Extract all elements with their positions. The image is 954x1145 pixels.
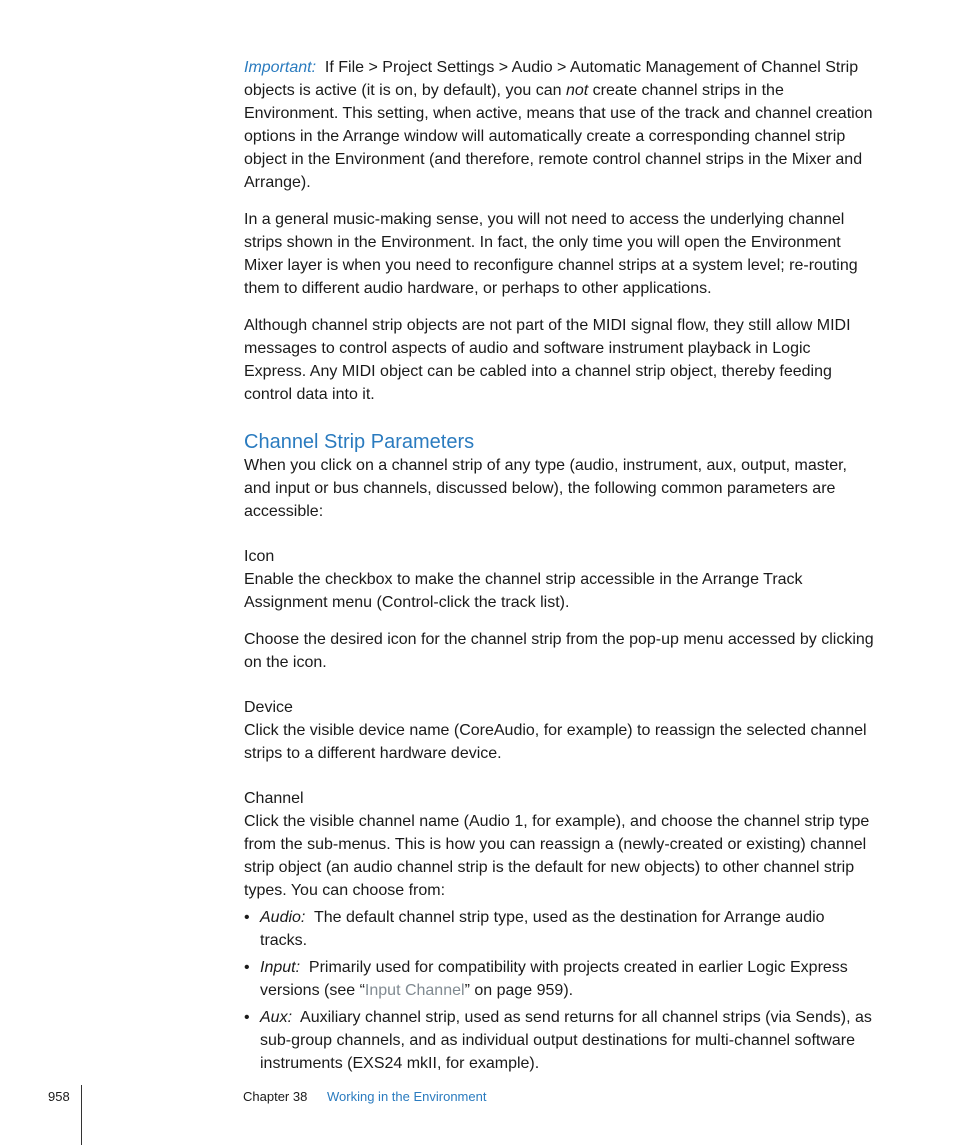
- desc-input-before: Primarily used for compatibility with projects created in earlier Logic Express versions (see “: [260, 959, 848, 999]
- important-text-1: If File > Project Settings > Audio > Automatic Management of Channel Strip objects is active (it is on, by default), you can: [244, 59, 859, 99]
- page-number: 958: [48, 1089, 70, 1104]
- paragraph-music-making: In a general music-making sense, you will not need to access the underlying channel strips shown in the Environment. In fact, the only time you will open the Environment Mixer layer is when you need to reconfigure channel strips at a system level; re-routing them to different audio hardware, or perhaps to other applications.: [244, 211, 858, 297]
- paragraph-midi: Although channel strip objects are not part of the MIDI signal flow, they still allow MIDI messages to control aspects of audio and software instrument playback in Logic Express. Any MIDI object can be cabled into a channel strip object, thereby feeding control data into it.: [244, 317, 851, 403]
- desc-aux: Auxiliary channel strip, used as send returns for all channel strips (via Sends), as sub-group channels, and as individual output destinations for multi-channel software instruments (EXS24 mkII, for example).: [260, 1009, 872, 1072]
- subheading-channel: Channel: [244, 790, 304, 807]
- term-audio: Audio:: [260, 909, 306, 926]
- section-heading: Channel Strip Parameters: [244, 431, 475, 453]
- footer-chapter: Chapter 38: [243, 1089, 308, 1104]
- bullet-glyph: •: [244, 1009, 250, 1026]
- subheading-device: Device: [244, 699, 293, 716]
- term-input: Input:: [260, 959, 301, 976]
- section-intro: When you click on a channel strip of any type (audio, instrument, aux, output, master, and input or bus channels, discussed below), the following common parameters are accessible:: [244, 457, 847, 520]
- term-aux: Aux:: [260, 1009, 293, 1026]
- bullet-glyph: •: [244, 909, 250, 926]
- important-note: [244, 56, 876, 194]
- input-channel-link[interactable]: Input Channel: [364, 982, 465, 999]
- subheading-icon: Icon: [244, 548, 275, 565]
- list-item-input: [244, 956, 876, 1002]
- page-content: [244, 56, 876, 1079]
- icon-paragraph-2: Choose the desired icon for the channel strip from the pop-up menu accessed by clicking on the icon.: [244, 631, 874, 671]
- channel-type-list: [244, 906, 876, 1075]
- important-label: Important:: [244, 59, 317, 76]
- important-text-2: create channel strips in the Environment. This setting, when active, means that use of the track and channel creation options in the Arrange window will automatically create a corresponding channel strip object in the Environment (and therefore, remote control channel strips in the Mixer and Arrange).: [244, 82, 873, 191]
- footer-divider: [81, 1085, 82, 1145]
- footer-chapter-title[interactable]: Working in the Environment: [327, 1089, 487, 1104]
- important-emphasis: not: [565, 82, 589, 99]
- list-item-aux: [244, 1006, 876, 1075]
- device-paragraph: Click the visible device name (CoreAudio, for example) to reassign the selected channel strips to a different hardware device.: [244, 722, 867, 762]
- icon-paragraph-1: Enable the checkbox to make the channel strip accessible in the Arrange Track Assignment menu (Control-click the track list).: [244, 571, 803, 611]
- channel-paragraph: Click the visible channel name (Audio 1, for example), and choose the channel strip type from the sub-menus. This is how you can reassign a (newly-created or existing) channel strip object (an audio channel strip is the default for new objects) to other channel strip types. You can choose from:: [244, 813, 870, 899]
- bullet-glyph: •: [244, 959, 250, 976]
- desc-input-after: ” on page 959).: [464, 982, 574, 999]
- list-item-audio: [244, 906, 876, 952]
- desc-audio: The default channel strip type, used as the destination for Arrange audio tracks.: [260, 909, 825, 949]
